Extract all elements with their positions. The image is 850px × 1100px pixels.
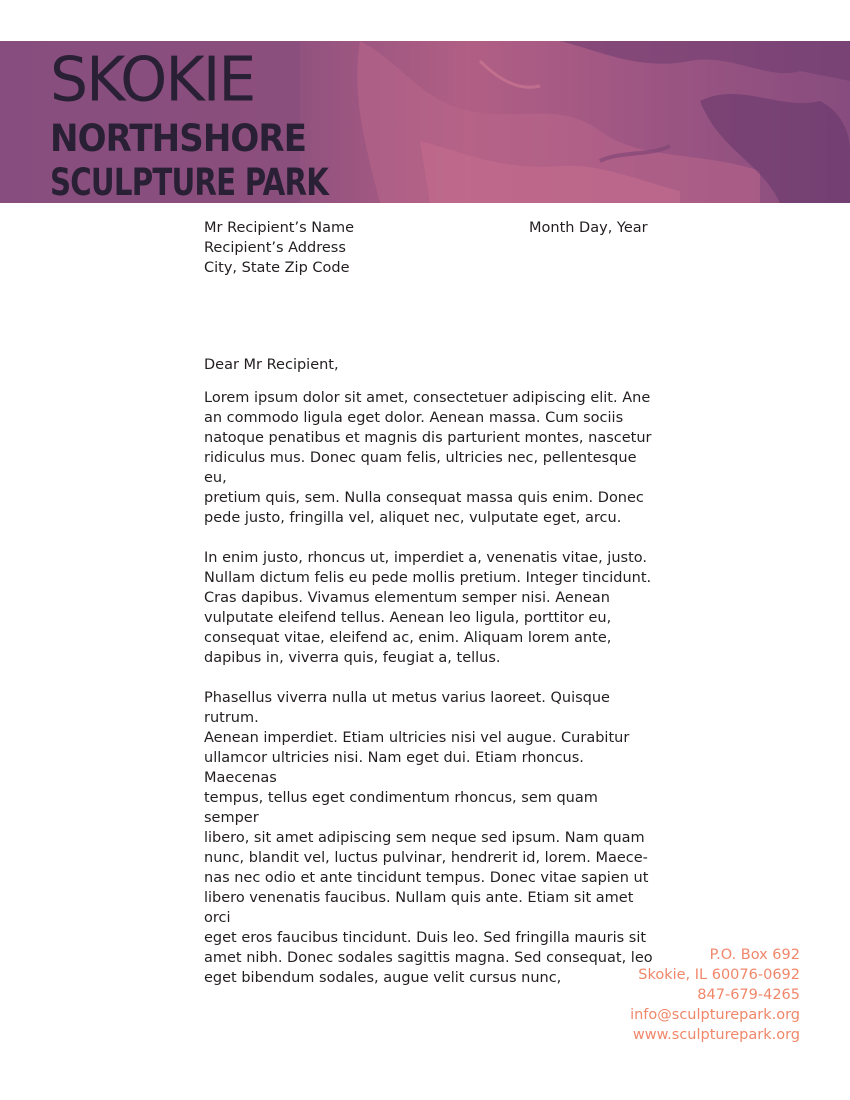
- footer-city: Skokie, IL 60076-0692: [638, 967, 800, 983]
- body-paragraph: In enim justo, rhoncus ut, imperdiet a, venenatis vitae, justo. Nullam dictum felis eu pede mollis pretium. Integer tincidunt. Cras dapibus. Vivamus elementum semper nisi. Aenean vulputate eleifend tellus. Aenean leo ligula, porttitor eu, consequat vitae, eleifend ac, enim. Aliquam lorem ante, dapibus in, viverra quis, feugiat a, tellus.: [204, 550, 652, 666]
- footer-website[interactable]: www.sculpturepark.org: [632, 1027, 800, 1043]
- logo-line-sculpture-park: SCULPTURE PARK: [50, 161, 329, 203]
- footer-po-box: P.O. Box 692: [709, 947, 800, 963]
- recipient-block: [204, 218, 354, 278]
- recipient-city: City, State Zip Code: [204, 260, 350, 276]
- body-paragraph: Lorem ipsum dolor sit amet, consectetuer adipiscing elit. Ane an commodo ligula eget dolor. Aenean massa. Cum sociis natoque penatibus et magnis dis parturient montes, nascetur ridiculus mus. Donec quam felis, ultricies nec, pellentesque eu, pretium quis, sem. Nulla consequat massa quis enim. Donec pede justo, fringilla vel, aliquet nec, vulputate eget, arcu.: [204, 390, 652, 526]
- recipient-address: Recipient’s Address: [204, 240, 346, 256]
- letter-date: Month Day, Year: [529, 220, 648, 236]
- recipient-name: Mr Recipient’s Name: [204, 220, 355, 236]
- logo-line-northshore: NORTHSHORE: [50, 117, 307, 160]
- header-banner: [0, 41, 850, 203]
- footer-phone: 847-679-4265: [697, 987, 800, 1003]
- contact-footer: [630, 945, 800, 1045]
- footer-email[interactable]: info@sculpturepark.org: [630, 1007, 800, 1023]
- logo-line-skokie: SKOKIE: [50, 44, 255, 116]
- body-paragraph: Phasellus viverra nulla ut metus varius laoreet. Quisque rutrum. Aenean imperdiet. Etiam ultricies nisi vel augue. Curabitur ullamcor ultricies nisi. Nam eget dui. Etiam rhoncus. Maecenas tempus, tellus eget condimentum rhoncus, sem quam semper libero, sit amet adipiscing sem neque sed ipsum. Nam quam nunc, blandit vel, luctus pulvinar, hendrerit id, lorem. Maece- nas nec odio et ante tincidunt tempus. Donec vitae sapien ut libero venenatis faucibus. Nullam quis ante. Etiam sit amet orci eget eros faucibus tincidunt. Duis leo. Sed fringilla mauris sit amet nibh. Donec sodales sagittis magna. Sed consequat, leo eget bibendum sodales, augue velit cursus nunc,: [204, 690, 653, 986]
- letter-body: [204, 388, 654, 1008]
- salutation: Dear Mr Recipient,: [204, 357, 339, 373]
